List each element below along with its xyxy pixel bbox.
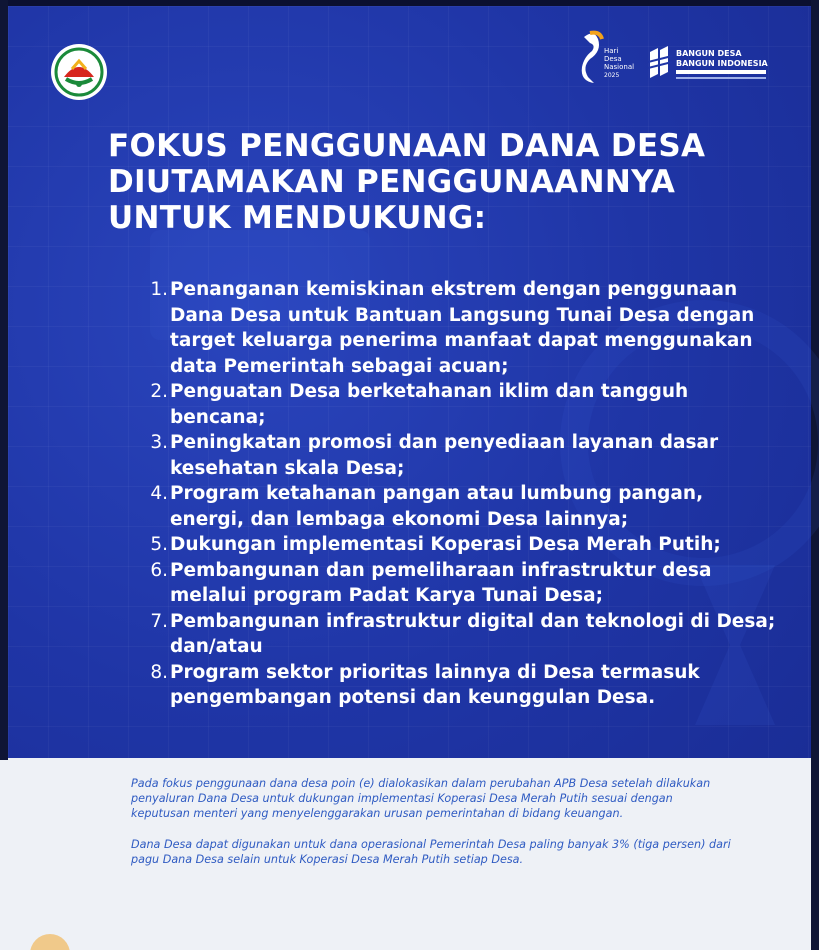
footnotes [131,776,731,883]
item-number: 3. [150,432,168,453]
item-number: 5. [150,534,168,555]
item-text: Peningkatan promosi dan penyediaan layanan dasar kesehatan skala Desa; [170,432,719,479]
item-number: 2. [150,381,168,402]
item-text: Pembangunan dan pemeliharaan infrastruktur desa melalui program Padat Karya Tunai Desa; [170,559,712,606]
item-number: 8. [150,661,168,683]
list-item [138,379,778,430]
item-text: Penanganan kemiskinan ekstrem dengan penggunaan Dana Desa untuk Bantuan Langsung Tunai Desa dengan target keluarga penerima manfaat dapat menggunakan data Pemerintah sebagai acuan; [170,279,755,377]
list-item [138,660,778,711]
list-item [138,609,778,660]
hdn-line-1: Hari [604,47,619,55]
title-line-3: UNTUK MENDUKUNG: [108,200,487,236]
list-item [138,481,778,532]
hdn-line-4: 2025 [604,72,620,79]
item-text: Dukungan implementasi Koperasi Desa Merah Putih; [170,534,721,555]
footnote-2: Dana Desa dapat digunakan untuk dana operasional Pemerintah Desa paling banyak 3% (tiga persen) dari pagu Dana Desa selain untuk Koperasi Desa Merah Putih setiap Desa. [131,838,731,866]
list-item [138,430,778,481]
item-number: 7. [150,610,168,632]
item-number: 1. [150,279,168,300]
ministry-emblem-icon [50,43,108,101]
item-text: Penguatan Desa berketahanan iklim dan tangguh bencana; [170,381,689,428]
item-text: Program ketahanan pangan atau lumbung pangan, energi, dan lembaga ekonomi Desa lainnya; [170,483,704,530]
hari-desa-nasional-logo-icon [580,29,640,87]
bdbi-line-1: BANGUN DESA [676,49,742,58]
item-text: Pembangunan infrastruktur digital dan teknologi di Desa; dan/atau [170,610,776,657]
bdbi-line-2: BANGUN INDONESIA [676,59,768,68]
item-number: 4. [150,483,168,504]
title-line-1: FOKUS PENGGUNAAN DANA DESA [108,128,706,164]
corner-avatar [30,934,70,950]
page-title [108,128,768,236]
focus-list [138,277,778,711]
hdn-line-3: Nasional [604,63,635,71]
list-item [138,277,778,379]
bangun-desa-logo-icon [648,44,773,84]
hdn-line-2: Desa [604,55,622,63]
title-line-2: DIUTAMAKAN PENGGUNAANNYA [108,164,676,200]
list-item [138,532,778,558]
item-text: Program sektor prioritas lainnya di Desa termasuk pengembangan potensi dan keunggulan Desa. [170,661,700,708]
item-number: 6. [150,559,168,581]
left-border [0,0,8,760]
list-item [138,558,778,609]
footnote-1: Pada fokus penggunaan dana desa poin (e) dialokasikan dalam perubahan APB Desa setelah dilakukan penyaluran Dana Desa untuk dukungan implementasi Koperasi Desa Merah Putih sesuai dengan keputusan menteri yang menyelenggarakan urusan pemerintahan di bidang keuangan. [131,777,711,820]
